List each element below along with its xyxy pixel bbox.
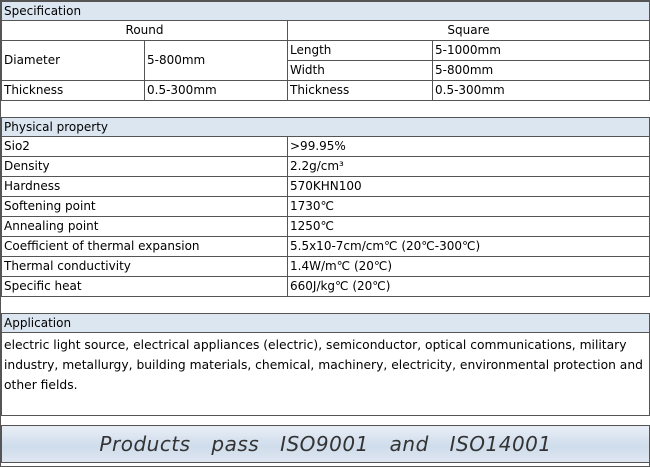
property-value: 660J/kg℃ (20℃) xyxy=(288,277,650,297)
property-row xyxy=(2,277,650,297)
property-name: Annealing point xyxy=(2,217,288,237)
round-param-value: 5-800mm xyxy=(145,41,288,81)
round-label: Round xyxy=(2,21,288,41)
property-name: Specific heat xyxy=(2,277,288,297)
square-param-value: 5-1000mm xyxy=(433,41,650,61)
application-header-row xyxy=(2,314,650,333)
square-param-name: Length xyxy=(288,41,433,61)
spec-row xyxy=(2,81,650,101)
physical-title: Physical property xyxy=(2,118,650,137)
round-param-name: Diameter xyxy=(2,41,145,81)
property-name: Coefficient of thermal expansion xyxy=(2,237,288,257)
spec-row xyxy=(2,41,650,61)
square-label: Square xyxy=(288,21,650,41)
round-param-name: Thickness xyxy=(2,81,145,101)
spec-table xyxy=(1,1,650,463)
property-value: 2.2g/cm³ xyxy=(288,157,650,177)
property-row xyxy=(2,257,650,277)
section-spacer xyxy=(2,416,650,426)
certification-banner: Products pass ISO9001 and ISO14001 xyxy=(2,426,650,463)
property-value: 1.4W/m℃ (20℃) xyxy=(288,257,650,277)
square-param-name: Thickness xyxy=(288,81,433,101)
property-name: Thermal conductivity xyxy=(2,257,288,277)
property-value: 5.5x10-7cm/cm℃ (20℃-300℃) xyxy=(288,237,650,257)
property-row xyxy=(2,217,650,237)
property-row xyxy=(2,157,650,177)
property-row xyxy=(2,177,650,197)
square-param-value: 5-800mm xyxy=(433,61,650,81)
property-value: >99.95% xyxy=(288,137,650,157)
property-value: 1730℃ xyxy=(288,197,650,217)
square-param-name: Width xyxy=(288,61,433,81)
application-title: Application xyxy=(2,314,650,333)
square-param-value: 0.5-300mm xyxy=(433,81,650,101)
property-name: Density xyxy=(2,157,288,177)
round-param-value: 0.5-300mm xyxy=(145,81,288,101)
application-row xyxy=(2,333,650,416)
property-name: Sio2 xyxy=(2,137,288,157)
property-name: Hardness xyxy=(2,177,288,197)
property-value: 570KHN100 xyxy=(288,177,650,197)
section-spacer xyxy=(2,101,650,118)
property-row xyxy=(2,197,650,217)
property-row xyxy=(2,237,650,257)
shape-header-row xyxy=(2,21,650,41)
specification-header-row xyxy=(2,2,650,21)
section-spacer xyxy=(2,297,650,314)
application-text: electric light source, electrical appliances (electric), semiconductor, optical communications, military industry, metallurgy, building materials, chemical, machinery, electricity, environmental protection and other fields. xyxy=(2,333,650,416)
certification-banner-row xyxy=(2,426,650,463)
property-row xyxy=(2,137,650,157)
physical-header-row xyxy=(2,118,650,137)
property-name: Softening point xyxy=(2,197,288,217)
property-value: 1250℃ xyxy=(288,217,650,237)
specification-title: Specification xyxy=(2,2,650,21)
